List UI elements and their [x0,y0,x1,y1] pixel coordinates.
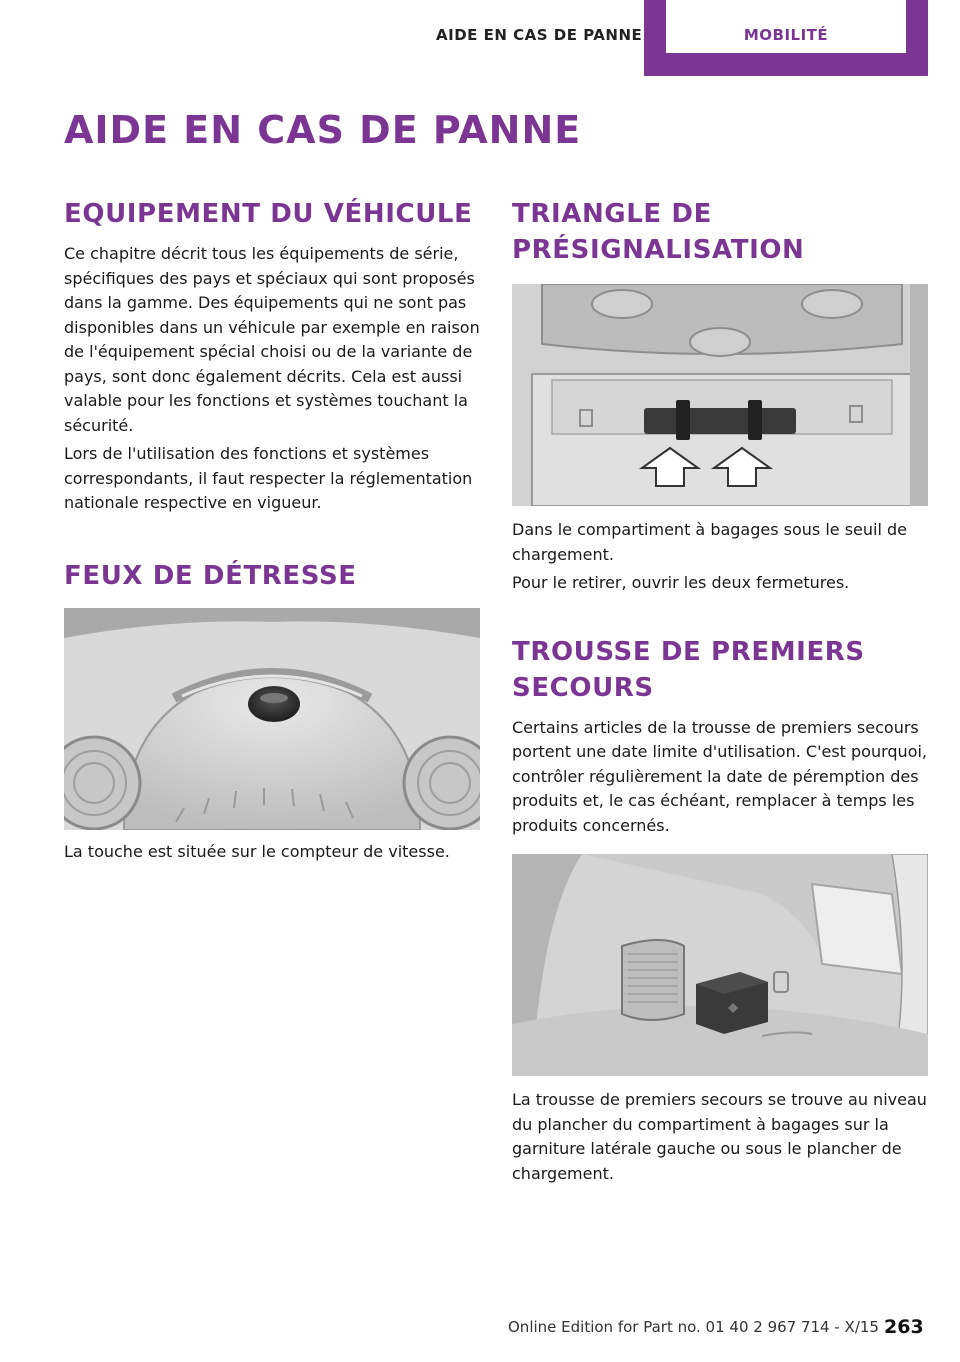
running-header-section: AIDE EN CAS DE PANNE [436,26,643,44]
firstaid-paragraph: Certains articles de la trousse de premiers secours portent une date limite d'utilisation. C'est pourquoi, contrôler régulièrement la date de péremption des produits et, le cas échéant, remplacer à temps les produits concernés. [512,717,928,835]
left-column [64,196,480,868]
firstaid-caption: La trousse de premiers secours se trouve au niveau du plancher du compartiment à bagages sur la garniture latérale gauche ou sous le plancher de chargement. [512,1090,927,1183]
warning-triangle-illustration [512,284,928,506]
online-edition-footer: Online Edition for Part no. 01 40 2 967 714 - X/15 [508,1318,879,1336]
firstaid-heading: TROUSSE DE PREMIERS SECOURS [512,636,865,703]
equipment-heading: EQUIPEMENT DU VÉHICULE [64,199,473,229]
right-column [512,196,928,1190]
chapter-tab[interactable] [644,0,928,76]
hazard-button-illustration [64,608,480,830]
equipment-paragraph-2: Lors de l'utilisation des fonctions et systèmes correspondants, il faut respecter la réglementation nationale respective en vigueur. [64,444,473,512]
page-title: AIDE EN CAS DE PANNE [64,108,582,152]
page-number: 263 [884,1316,924,1338]
equipment-paragraph-1: Ce chapitre décrit tous les équipements de série, spécifiques des pays et spéciaux qui sont proposés dans la gamme. Des équipements qui ne sont pas disponibles dans un véhicule par exemple en raison de l'équipement spécial choisi ou de la variante de pays, sont donc également décrits. Cela est aussi valable pour les fonctions et systèmes touchant la sécurité. [64,244,480,435]
triangle-caption-1: Dans le compartiment à bagages sous le seuil de chargement. [512,520,908,564]
hazard-heading: FEUX DE DÉTRESSE [64,560,357,591]
first-aid-kit-illustration [512,854,928,1076]
triangle-caption-2: Pour le retirer, ouvrir les deux fermetures. [512,573,850,592]
hazard-caption: La touche est située sur le compteur de vitesse. [64,841,450,861]
triangle-heading: TRIANGLE DE PRÉSIGNALISATION [512,199,805,265]
chapter-tab-label: MOBILITÉ [666,0,906,53]
